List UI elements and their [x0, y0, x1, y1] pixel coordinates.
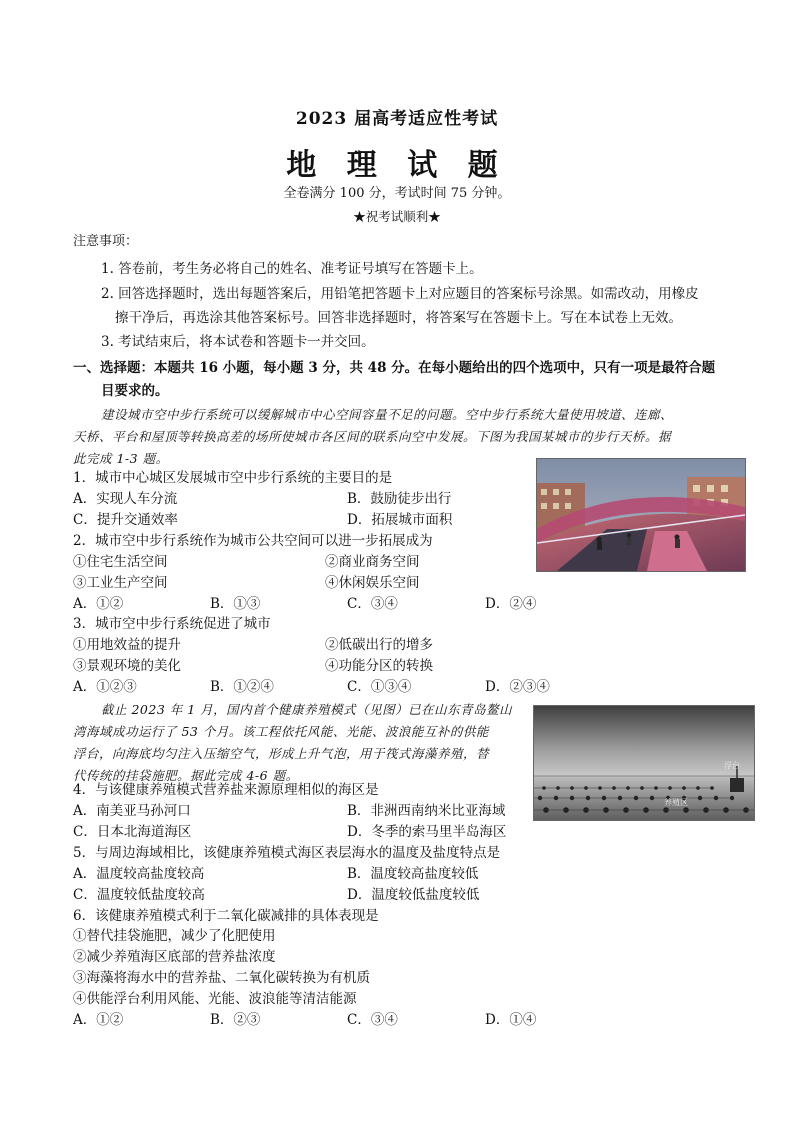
- passage-2-line-4: 代传统的挂袋施肥。据此完成 4-6 题。: [73, 768, 299, 783]
- q5-option-c: C．温度较低盐度较高: [73, 887, 205, 903]
- passage-1-line-1: 建设城市空中步行系统可以缓解城市中心空间容量不足的问题。空中步行系统大量使用坡道、连廊、: [101, 407, 674, 422]
- q4-option-c: C．日本北海道海区: [73, 824, 192, 840]
- skybridge-photo: [536, 458, 746, 572]
- photo-label-platform: 浮台: [724, 761, 740, 770]
- q6-option-c: C．③④: [347, 1012, 398, 1028]
- q6-option-b: B．②③: [210, 1012, 261, 1028]
- q2-stem: 2．城市空中步行系统作为城市公共空间可以进一步拓展成为: [73, 533, 433, 549]
- notice-item-2-cont: 擦干净后，再选涂其他答案标号。回答非选择题时，将答案写在答题卡上。写在本试卷上无效。: [115, 310, 682, 326]
- q1-stem: 1．城市中心城区发展城市空中步行系统的主要目的是: [73, 470, 393, 486]
- q1-option-d: D．拓展城市面积: [347, 512, 453, 528]
- q2-option-c: C．③④: [347, 596, 398, 612]
- q4-stem: 4．与该健康养殖模式营养盐来源原理相似的海区是: [73, 782, 379, 798]
- q6-item-1: ①替代挂袋施肥，减少了化肥使用: [73, 928, 276, 944]
- q3-option-d: D．②③④: [485, 679, 550, 695]
- exam-title: 2023 届高考适应性考试: [295, 109, 499, 129]
- q5-option-b: B．温度较高盐度较低: [347, 866, 479, 882]
- q5-option-d: D．温度较低盐度较低: [347, 887, 480, 903]
- q5-stem: 5．与周边海域相比，该健康养殖模式海区表层海水的温度及盐度特点是: [73, 845, 501, 861]
- q6-option-d: D．①④: [485, 1012, 537, 1028]
- q3-option-a: A．①②③: [73, 679, 137, 695]
- q3-stem: 3．城市空中步行系统促进了城市: [73, 616, 271, 632]
- q2-item-1: ①住宅生活空间: [73, 554, 168, 570]
- subject-title: 地 理 试 题: [286, 148, 508, 183]
- q1-option-b: B．鼓励徒步出行: [347, 491, 452, 507]
- q5-option-a: A．温度较高盐度较高: [73, 866, 205, 882]
- notice-item-1: 1. 答卷前，考生务必将自己的姓名、准考证号填写在答题卡上。: [101, 261, 483, 277]
- passage-1-line-3: 此完成 1-3 题。: [73, 451, 169, 466]
- q6-item-2: ②减少养殖海区底部的营养盐浓度: [73, 949, 276, 965]
- q3-option-b: B．①②④: [210, 679, 274, 695]
- passage-2-line-3: 浮台，向海底均匀注入压缩空气，形成上升气泡，用于筏式海藻养殖，替: [73, 746, 490, 761]
- q2-item-4: ④休闲娱乐空间: [325, 575, 420, 591]
- q3-item-4: ④功能分区的转换: [325, 658, 433, 674]
- photo-label-area: 养殖区: [664, 798, 688, 807]
- q4-option-a: A．南美亚马孙河口: [73, 803, 191, 819]
- section-one-heading-cont: 目要求的。: [101, 383, 169, 399]
- q2-option-d: D．②④: [485, 596, 537, 612]
- notice-heading: 注意事项：: [73, 234, 139, 249]
- q2-item-2: ②商业商务空间: [325, 554, 420, 570]
- q2-option-a: A．①②: [73, 596, 124, 612]
- q3-item-3: ③景观环境的美化: [73, 658, 181, 674]
- wish-line: ★祝考试顺利★: [353, 209, 441, 224]
- notice-item-2: 2. 回答选择题时，选出每题答案后，用铅笔把答题卡上对应题目的答案标号涂黑。如需改动，用橡皮: [101, 286, 699, 302]
- q3-option-c: C．①③④: [347, 679, 412, 695]
- q6-item-3: ③海藻将海水中的营养盐、二氧化碳转换为有机质: [73, 970, 370, 986]
- passage-2-line-1: 截止 2023 年 1 月，国内首个健康养殖模式（见图）已在山东青岛鳌山: [101, 702, 513, 717]
- q4-option-d: D．冬季的索马里半岛海区: [347, 824, 507, 840]
- q3-item-2: ②低碳出行的增多: [325, 637, 433, 653]
- q2-item-3: ③工业生产空间: [73, 575, 168, 591]
- q1-option-a: A．实现人车分流: [73, 491, 178, 507]
- q3-item-1: ①用地效益的提升: [73, 637, 181, 653]
- passage-2-line-2: 湾海域成功运行了 53 个月。该工程依托风能、光能、波浪能互补的供能: [73, 724, 489, 739]
- section-one-heading: 一、选择题：本题共 16 小题，每小题 3 分，共 48 分。在每小题给出的四个选项中，只有一项是最符合题: [73, 360, 716, 376]
- q6-item-4: ④供能浮台利用风能、光能、波浪能等清洁能源: [73, 991, 357, 1007]
- score-info: 全卷满分 100 分，考试时间 75 分钟。: [283, 186, 511, 201]
- q1-option-c: C．提升交通效率: [73, 512, 178, 528]
- aquaculture-photo: [533, 705, 755, 821]
- q4-option-b: B．非洲西南纳米比亚海域: [347, 803, 506, 819]
- q2-option-b: B．①③: [210, 596, 261, 612]
- passage-1-line-2: 天桥、平台和屋顶等转换高差的场所使城市各区间的联系向空中发展。下图为我国某城市的步行天桥。据: [73, 429, 672, 444]
- notice-item-3: 3. 考试结束后，将本试卷和答题卡一并交回。: [101, 334, 375, 350]
- q6-option-a: A．①②: [73, 1012, 124, 1028]
- q6-stem: 6．该健康养殖模式利于二氧化碳减排的具体表现是: [73, 908, 379, 924]
